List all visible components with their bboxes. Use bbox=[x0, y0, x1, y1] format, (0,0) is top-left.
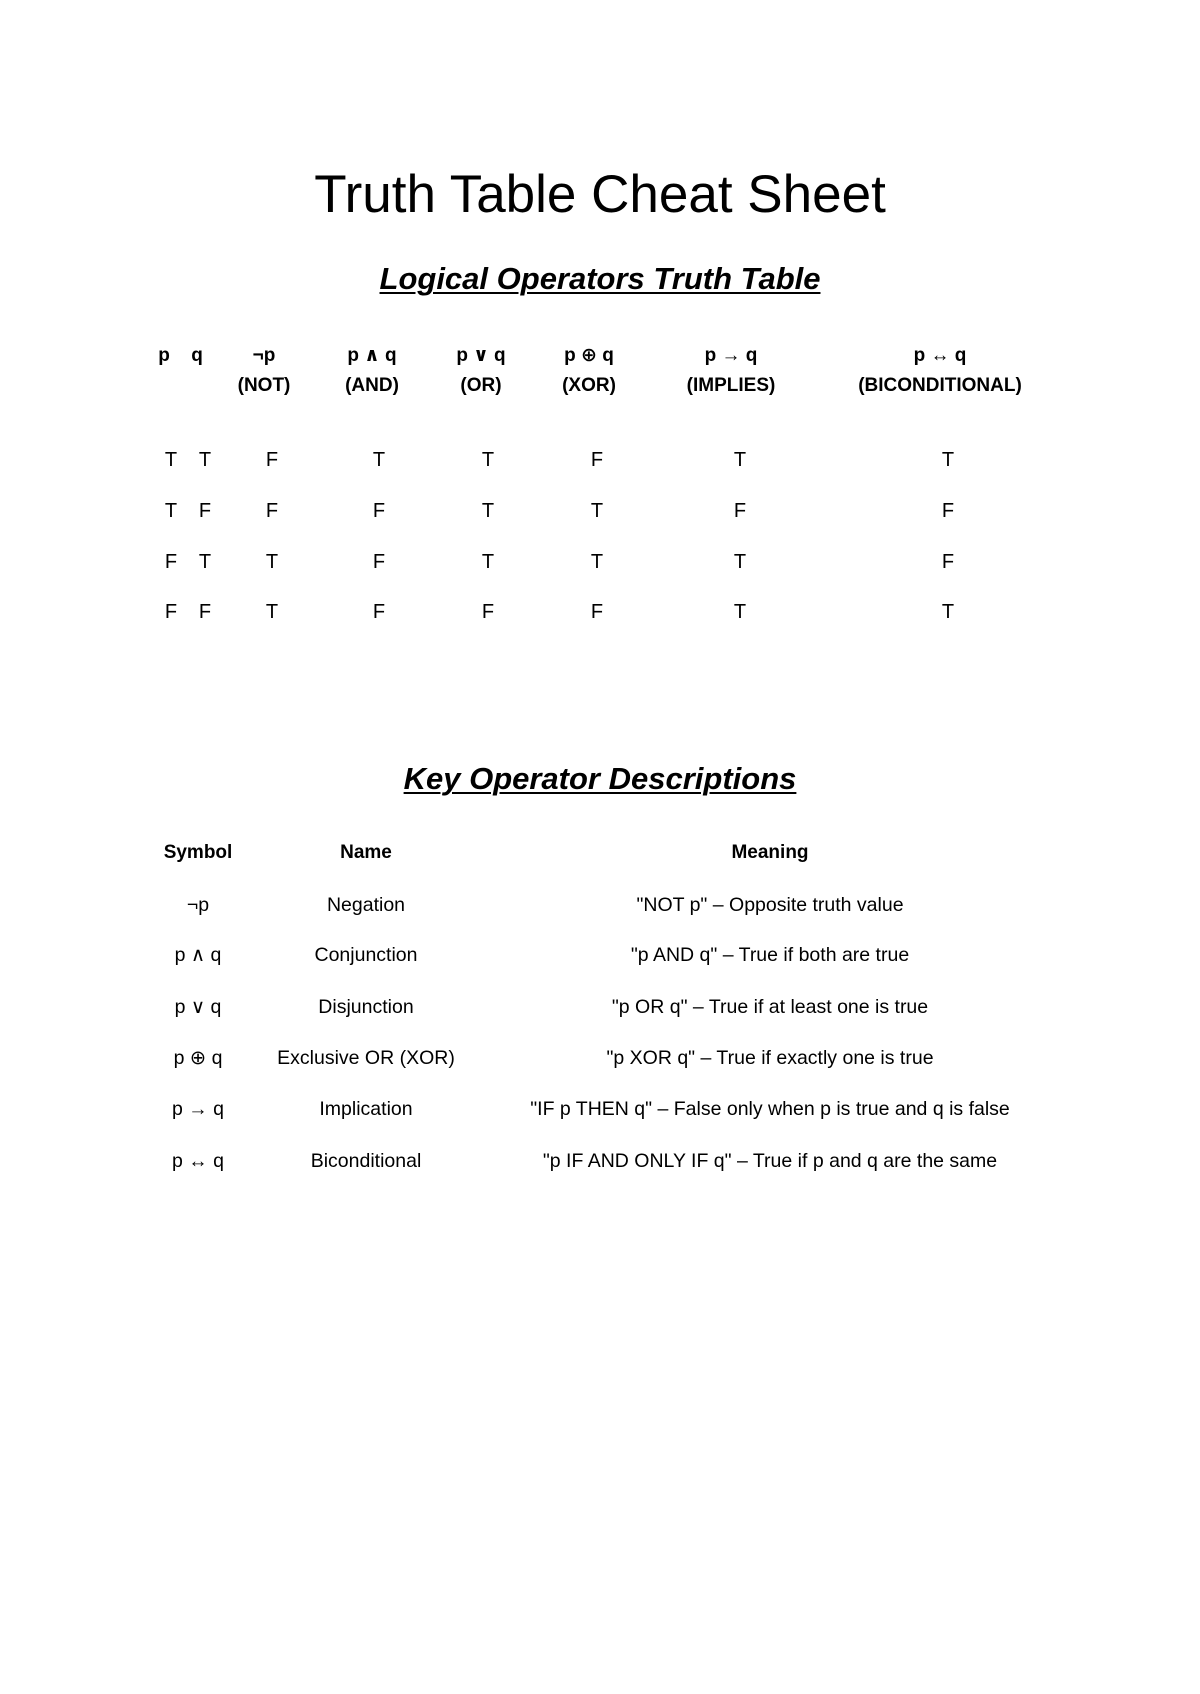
page-title: Truth Table Cheat Sheet bbox=[314, 165, 886, 224]
descriptions-row: p ∧ q Conjunction "p AND q" – True if both are true bbox=[174, 944, 910, 966]
truth-table-row: T T F T T F T T bbox=[164, 449, 955, 471]
truth-table-row: F F T F F F T T bbox=[164, 601, 955, 623]
descriptions-row: p → q Implication "IF p THEN q" – False only when p is true and q is false bbox=[171, 1098, 1010, 1120]
truth-table-title: Logical Operators Truth Table bbox=[379, 261, 821, 296]
descriptions-row: p ∨ q Disjunction "p OR q" – True if at least one is true bbox=[174, 996, 929, 1018]
truth-table-row: F T T F T T T F bbox=[164, 551, 955, 573]
descriptions-row: ¬p Negation "NOT p" – Opposite truth value bbox=[186, 894, 904, 916]
descriptions-row: p ↔ q Biconditional "p IF AND ONLY IF q" – True if p and q are the same bbox=[171, 1150, 998, 1172]
descriptions-row: p ⊕ q Exclusive OR (XOR) "p XOR q" – True if exactly one is true bbox=[173, 1047, 934, 1069]
truth-table-row: T F F F T T F F bbox=[164, 500, 955, 522]
descriptions-title: Key Operator Descriptions bbox=[403, 761, 797, 796]
